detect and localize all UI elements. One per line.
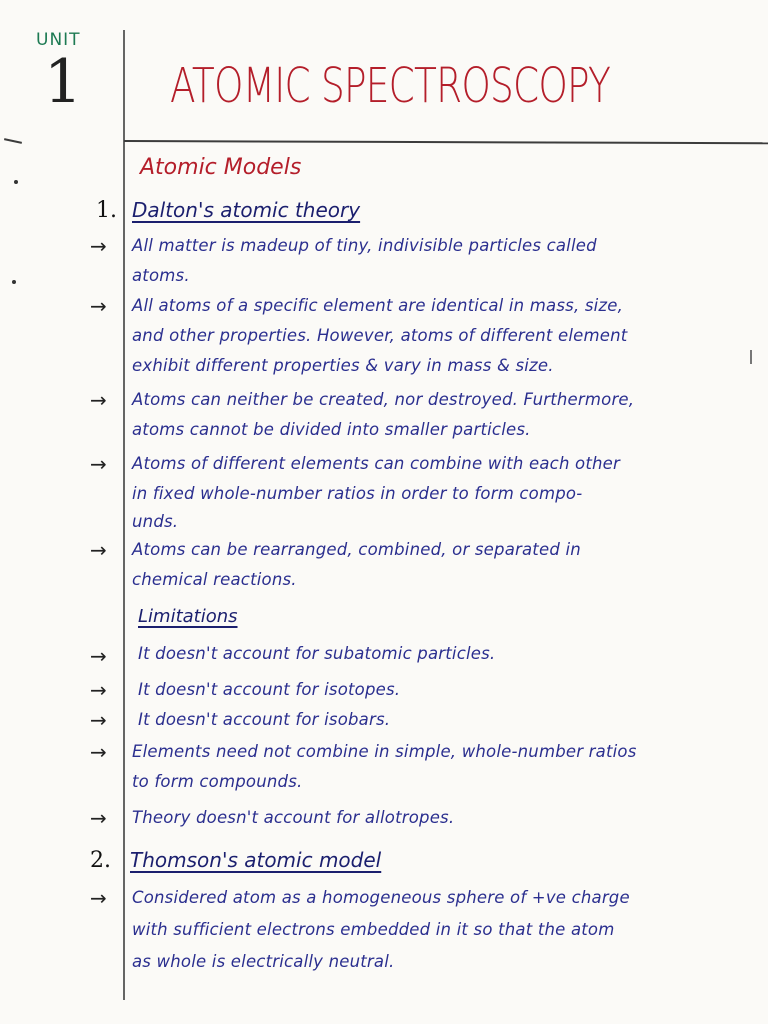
thomson-heading: Thomson's atomic model bbox=[130, 848, 382, 872]
limitation-5: Theory doesn't account for allotropes. bbox=[132, 808, 455, 827]
dalton-point-2-line-3: exhibit different properties & vary in mass & size. bbox=[132, 356, 554, 375]
limitation-2: It doesn't account for isotopes. bbox=[138, 680, 401, 699]
limitation-4-line-2: to form compounds. bbox=[132, 772, 303, 791]
edge-mark bbox=[750, 350, 752, 364]
margin-tick bbox=[4, 138, 22, 144]
section-title: Atomic Models bbox=[140, 155, 302, 180]
arrow-icon: → bbox=[90, 806, 107, 830]
model-number: 2. bbox=[90, 848, 111, 873]
dalton-point-2-line-2: and other properties. However, atoms of different element bbox=[132, 326, 628, 345]
arrow-icon: → bbox=[90, 538, 107, 562]
arrow-icon: → bbox=[90, 294, 107, 318]
dalton-point-4-line-3: unds. bbox=[132, 512, 179, 531]
dalton-point-2-line-1: All atoms of a specific element are identical in mass, size, bbox=[132, 296, 624, 315]
dalton-point-3-line-2: atoms cannot be divided into smaller particles. bbox=[132, 420, 531, 439]
page-title: ATOMIC SPECTROSCOPY bbox=[170, 58, 611, 114]
margin-line bbox=[123, 30, 125, 1000]
thomson-point-line-3: as whole is electrically neutral. bbox=[132, 952, 395, 971]
arrow-icon: → bbox=[90, 886, 107, 910]
arrow-icon: → bbox=[90, 452, 107, 476]
dalton-point-4-line-2: in fixed whole-number ratios in order to form compo- bbox=[132, 484, 583, 503]
dalton-point-5-line-2: chemical reactions. bbox=[132, 570, 297, 589]
arrow-icon: → bbox=[90, 388, 107, 412]
thomson-point-line-2: with sufficient electrons embedded in it so that the atom bbox=[132, 920, 615, 939]
dalton-point-3-line-1: Atoms can neither be created, nor destroyed. Furthermore, bbox=[132, 390, 635, 409]
unit-label: UNIT bbox=[36, 30, 81, 50]
limitation-1: It doesn't account for subatomic particles. bbox=[138, 644, 496, 663]
arrow-icon: → bbox=[90, 708, 107, 732]
dalton-point-4-line-1: Atoms of different elements can combine with each other bbox=[132, 454, 621, 473]
arrow-icon: → bbox=[90, 644, 107, 668]
header-rule bbox=[124, 140, 768, 144]
dalton-heading: Dalton's atomic theory bbox=[132, 198, 361, 222]
model-number: 1. bbox=[96, 198, 117, 223]
limitations-heading: Limitations bbox=[138, 606, 238, 627]
arrow-icon: → bbox=[90, 740, 107, 764]
thomson-point-line-1: Considered atom as a homogeneous sphere of +ve charge bbox=[132, 888, 630, 907]
dalton-point-5-line-1: Atoms can be rearranged, combined, or separated in bbox=[132, 540, 581, 559]
limitation-3: It doesn't account for isobars. bbox=[138, 710, 391, 729]
margin-dot bbox=[14, 180, 18, 184]
limitation-4-line-1: Elements need not combine in simple, whole-number ratios bbox=[132, 742, 637, 761]
margin-dot bbox=[12, 280, 16, 284]
dalton-point-1-line-2: atoms. bbox=[132, 266, 190, 285]
arrow-icon: → bbox=[90, 678, 107, 702]
unit-number: 1 bbox=[44, 47, 83, 117]
arrow-icon: → bbox=[90, 234, 107, 258]
dalton-point-1-line-1: All matter is madeup of tiny, indivisible particles called bbox=[132, 236, 597, 255]
